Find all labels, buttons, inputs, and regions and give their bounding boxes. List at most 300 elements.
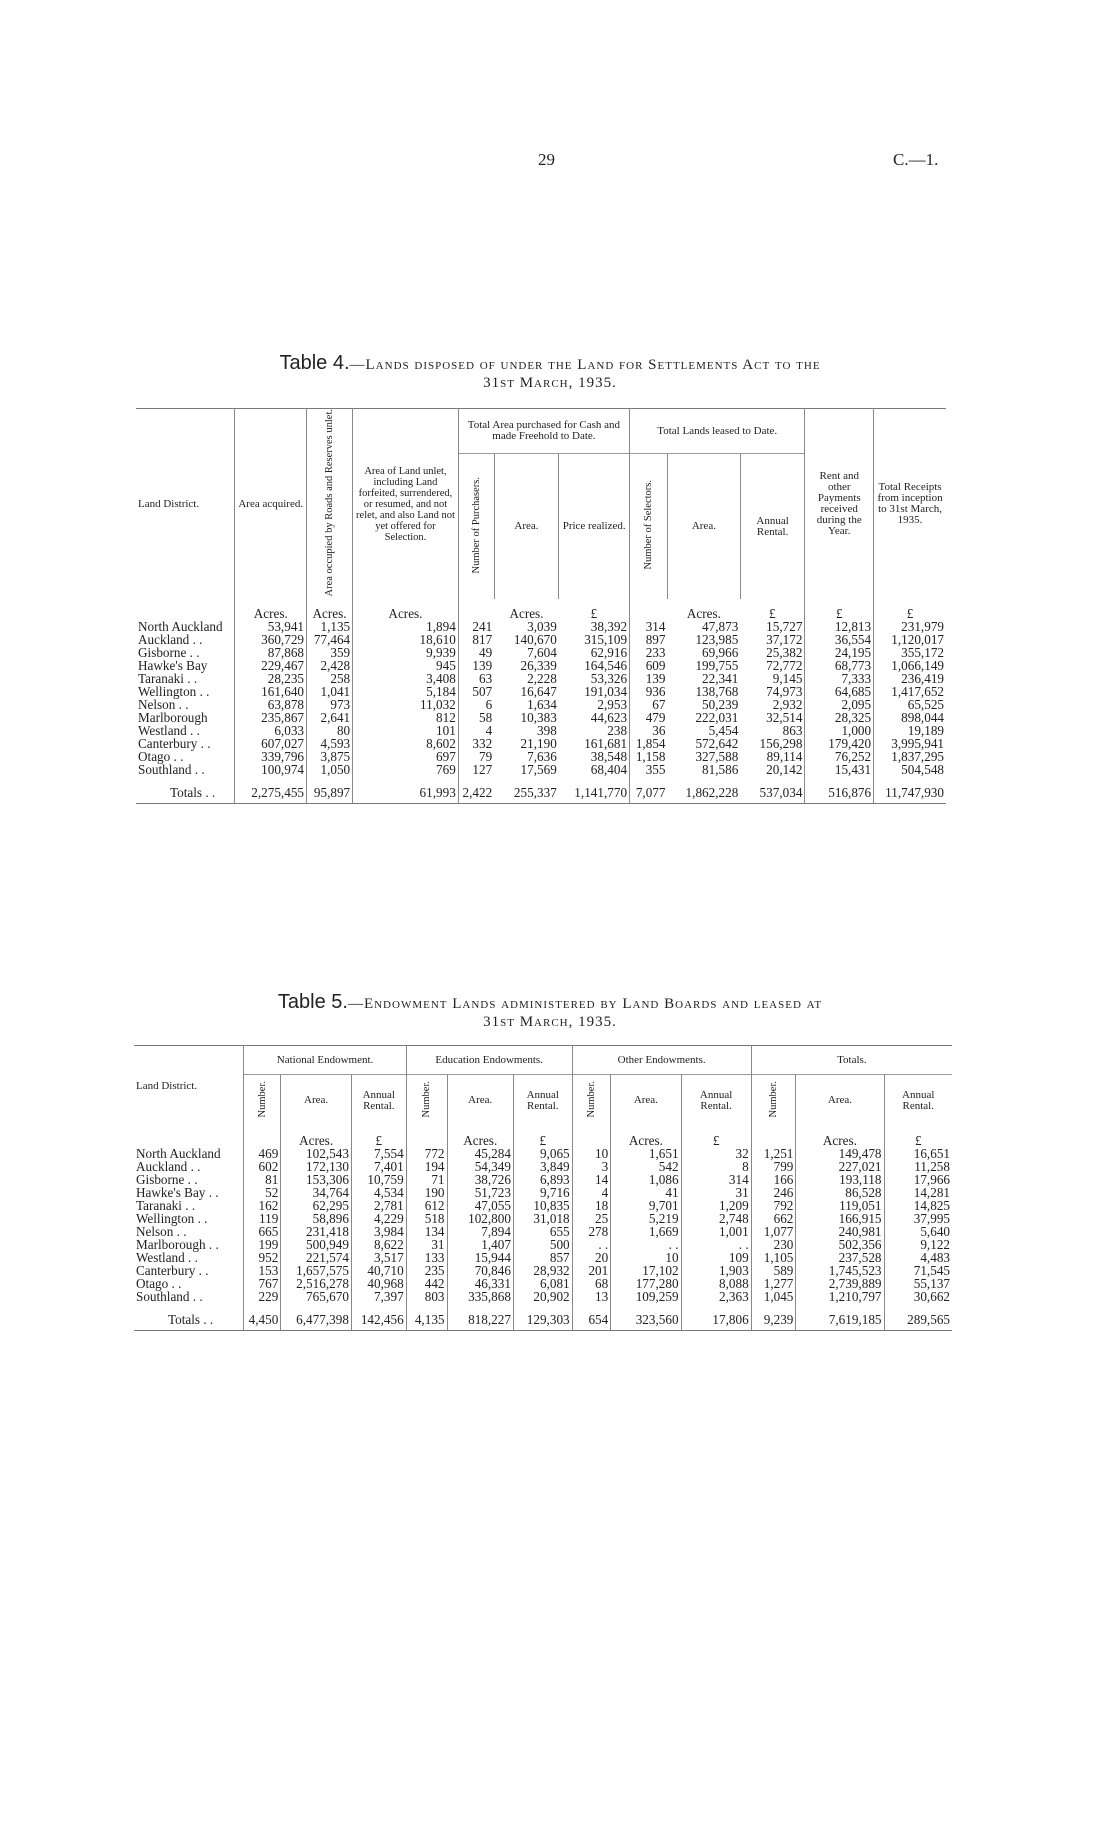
table-cell: 119 [244, 1212, 281, 1225]
table-cell: 231,418 [281, 1225, 352, 1238]
table-cell: . . [681, 1238, 751, 1251]
table-cell: 360,729 [235, 633, 307, 646]
t5-header-education: Education Endowments. [406, 1046, 572, 1075]
table-cell: 229,467 [235, 659, 307, 672]
table-cell: 22,341 [702, 671, 739, 687]
table-cell: 1,277 [751, 1277, 796, 1290]
t4-header-rent-received: Rent and other Payments received during the Year. [805, 409, 874, 600]
table-cell: 1,050 [307, 763, 353, 776]
table-cell: 3,984 [351, 1225, 406, 1238]
table-cell: 2,748 [681, 1212, 751, 1225]
table-cell: 235,867 [235, 711, 307, 724]
table-cell: 4,593 [307, 737, 353, 750]
table-cell: 58 [458, 711, 494, 724]
table-cell: 5,640 [884, 1225, 952, 1238]
table4-caption [190, 354, 910, 392]
table-cell: 5,219 [611, 1212, 681, 1225]
table-cell: 25,382 [766, 645, 803, 661]
table-cell: 25 [572, 1212, 611, 1225]
table-cell: 469 [244, 1147, 281, 1160]
document-reference: C.—1. [893, 150, 939, 169]
table-cell: 6 [458, 698, 494, 711]
table-cell: 697 [353, 750, 459, 763]
table-cell: 86,528 [796, 1186, 884, 1199]
unit-cell [134, 1126, 244, 1147]
totals-cell: 818,227 [447, 1303, 513, 1331]
t4-header-area: Area. [494, 454, 559, 600]
table-cell: 1,669 [611, 1225, 681, 1238]
unit-cell: Acres. [353, 599, 459, 620]
table-cell: 7,401 [351, 1160, 406, 1173]
table-cell: 7,554 [351, 1147, 406, 1160]
table-cell: 3,039 [527, 619, 557, 635]
table-cell: 2,641 [307, 711, 353, 724]
table-cell: 8,622 [351, 1238, 406, 1251]
table-cell: 102,800 [447, 1212, 513, 1225]
t4-header-area-roads: Area occupied by Roads and Reserves unlet. [307, 409, 353, 600]
table-cell: 53,326 [590, 671, 628, 687]
table-cell: 2,932 [772, 697, 803, 713]
table-cell: . . [572, 1238, 611, 1251]
table-cell: 327,588 [695, 749, 739, 765]
table-cell: 149,478 [796, 1147, 884, 1160]
table-cell: 230 [751, 1238, 796, 1251]
table-cell: 479 [630, 711, 668, 724]
unit-cell: Acres. [509, 606, 544, 622]
totals-cell: 289,565 [884, 1303, 952, 1331]
table-cell: 190 [406, 1186, 447, 1199]
table-cell: 161,681 [584, 736, 628, 752]
table-cell: 7,636 [527, 749, 557, 765]
table-cell: 9,701 [611, 1199, 681, 1212]
table-cell: 14,825 [884, 1199, 952, 1212]
table-cell: 109,259 [611, 1290, 681, 1303]
table-cell: 355,172 [874, 646, 946, 659]
table-cell: 63 [458, 672, 494, 685]
table-cell: 70,846 [447, 1264, 513, 1277]
totals-cell: 2,422 [458, 776, 494, 804]
t5-header-rental-national: Annual Rental. [351, 1075, 406, 1127]
table-cell: 236,419 [874, 672, 946, 685]
table-cell: 102,543 [281, 1147, 352, 1160]
table-cell: 138,768 [695, 684, 739, 700]
table-cell: 139 [630, 672, 668, 685]
unit-cell: Acres. [796, 1126, 884, 1147]
table-cell: 1,077 [751, 1225, 796, 1238]
t4-header-purchased-group: Total Area purchased for Cash and made Freehold to Date. [458, 409, 629, 454]
unit-cell: £ [884, 1126, 952, 1147]
totals-cell: 4,450 [244, 1303, 281, 1331]
unit-cell [406, 1126, 447, 1147]
table-cell: 31,018 [513, 1212, 572, 1225]
district-name: Hawke's Bay [138, 658, 208, 674]
table-cell: 7,604 [527, 645, 557, 661]
table-cell: 31 [681, 1186, 751, 1199]
table-cell: 1,651 [611, 1147, 681, 1160]
table-cell: 79 [458, 750, 494, 763]
table-cell: 156,298 [759, 736, 803, 752]
table-cell: 2,228 [527, 671, 557, 687]
totals-cell: 537,034 [740, 776, 805, 804]
t4-body [136, 599, 946, 804]
table5-number: Table 5. [277, 991, 348, 1013]
table-cell: 1,086 [611, 1173, 681, 1186]
table-cell: 2,953 [597, 697, 628, 713]
district-name: Auckland . . [136, 1159, 201, 1174]
table-cell: 153,306 [281, 1173, 352, 1186]
unit-cell [136, 599, 235, 620]
table-cell: 36 [630, 724, 668, 737]
district-name: Marlborough [138, 710, 208, 726]
table-cell: 38,726 [447, 1173, 513, 1186]
unit-cell: Acres. [611, 1126, 681, 1147]
table-cell: 127 [458, 763, 494, 776]
table-cell: 799 [751, 1160, 796, 1173]
table-cell: 72,772 [766, 658, 803, 674]
totals-cell: 7,077 [630, 776, 668, 804]
totals-cell: 1,141,770 [559, 776, 630, 804]
table-cell: 3 [572, 1160, 611, 1173]
table-cell: 20 [572, 1251, 611, 1264]
table-cell: 1,407 [447, 1238, 513, 1251]
totals-cell: 11,747,930 [874, 776, 946, 804]
district-name: Otago . . [138, 749, 184, 765]
table-cell: 6,893 [513, 1173, 572, 1186]
table-cell: 81 [244, 1173, 281, 1186]
table-cell: 258 [307, 672, 353, 685]
totals-cell: 17,806 [681, 1303, 751, 1331]
table-cell: 109 [681, 1251, 751, 1264]
district-name: Gisborne . . [138, 645, 200, 661]
district-name: Gisborne . . [136, 1172, 198, 1187]
table-cell: 1,158 [630, 750, 668, 763]
unit-cell: £ [874, 599, 946, 620]
table-cell: 77,464 [307, 633, 353, 646]
table-cell: 9,122 [884, 1238, 952, 1251]
t4-header-leased-group: Total Lands leased to Date. [630, 409, 805, 454]
units-row [136, 599, 946, 620]
table-cell: 817 [458, 633, 494, 646]
totals-label: Totals . . [134, 1303, 244, 1331]
table-cell: 119,051 [796, 1199, 884, 1212]
table-cell: 4,483 [884, 1251, 952, 1264]
table-cell: 1,045 [751, 1290, 796, 1303]
table5-title-date: 31st March, 1935. [483, 1014, 617, 1030]
table-cell: 69,966 [702, 645, 739, 661]
table-cell: 1,854 [630, 737, 668, 750]
table-cell: 655 [513, 1225, 572, 1238]
table-cell: 19,189 [874, 724, 946, 737]
table-cell: 221,574 [281, 1251, 352, 1264]
table-cell: 4,534 [351, 1186, 406, 1199]
table-cell: 314 [630, 620, 668, 633]
table-cell: 53,941 [235, 620, 307, 633]
unit-cell [458, 599, 494, 620]
table-cell: 314 [681, 1173, 751, 1186]
table-cell: 38,392 [590, 619, 628, 635]
district-name: Hawke's Bay . . [136, 1185, 219, 1200]
table-cell: 15,431 [805, 763, 874, 776]
totals-cell: 323,560 [611, 1303, 681, 1331]
table-cell: 140,670 [513, 632, 557, 648]
table-cell: 9,065 [513, 1147, 572, 1160]
table-cell: 162 [244, 1199, 281, 1212]
table5 [134, 1045, 952, 1331]
table-cell: 4 [458, 724, 494, 737]
district-name: North Auckland [138, 619, 223, 635]
district-name: Southland . . [138, 762, 205, 778]
district-name: Marlborough . . [136, 1237, 219, 1252]
table-cell: 2,739,889 [796, 1277, 884, 1290]
table-cell: 58,896 [281, 1212, 352, 1225]
table-cell: 71,545 [884, 1264, 952, 1277]
table-cell: 17,966 [884, 1173, 952, 1186]
table-cell: 15,944 [447, 1251, 513, 1264]
table-cell: 1,837,295 [874, 750, 946, 763]
table-cell: 199,755 [695, 658, 739, 674]
table-cell: 11,032 [353, 698, 459, 711]
table-row [134, 1290, 952, 1303]
table-cell: 10,759 [351, 1173, 406, 1186]
totals-cell: 6,477,398 [281, 1303, 352, 1331]
unit-cell: Acres. [235, 599, 307, 620]
unit-cell: £ [769, 606, 776, 622]
table-cell: 5,454 [708, 723, 739, 739]
table-cell: 507 [458, 685, 494, 698]
table-cell: 1,657,575 [281, 1264, 352, 1277]
unit-cell [244, 1126, 281, 1147]
table-cell: 16,651 [884, 1147, 952, 1160]
table-cell: 40,710 [351, 1264, 406, 1277]
table-cell: 28,235 [235, 672, 307, 685]
table-cell: 3,517 [351, 1251, 406, 1264]
table-cell: 2,516,278 [281, 1277, 352, 1290]
page-number: 29 [538, 150, 555, 169]
table-cell: 139 [458, 659, 494, 672]
table-cell: 161,640 [235, 685, 307, 698]
table-cell: 572,642 [695, 736, 739, 752]
table-cell: 13 [572, 1290, 611, 1303]
table-cell: 45,284 [447, 1147, 513, 1160]
table-cell: 17,569 [520, 762, 557, 778]
table-cell: 518 [406, 1212, 447, 1225]
table-cell: 32,514 [766, 710, 803, 726]
table-cell: 542 [611, 1160, 681, 1173]
table-cell: 17,102 [611, 1264, 681, 1277]
table-cell: 863 [782, 723, 803, 739]
t5-header-area-totals: Area. [796, 1075, 884, 1127]
totals-cell: 7,619,185 [796, 1303, 884, 1331]
district-name: Taranaki . . [136, 1198, 196, 1213]
table-cell: 665 [244, 1225, 281, 1238]
t5-header-land-district: Land District. [136, 1079, 198, 1092]
district-name: Westland . . [138, 723, 200, 739]
table-cell: 51,723 [447, 1186, 513, 1199]
t5-header-area-other: Area. [611, 1075, 681, 1127]
table-cell: 7,333 [805, 672, 874, 685]
unit-cell: £ [590, 606, 598, 622]
totals-row [136, 776, 946, 804]
table-cell: 609 [630, 659, 668, 672]
district-name: Canterbury . . [136, 1263, 209, 1278]
table-cell: 589 [751, 1264, 796, 1277]
t4-header-total-receipts: Total Receipts from inception to 31st March, 1935. [874, 409, 946, 600]
table-cell: 62,916 [590, 645, 628, 661]
table-cell: 49 [458, 646, 494, 659]
table-cell: 32 [681, 1147, 751, 1160]
table-cell: 47,055 [447, 1199, 513, 1212]
table-cell: 332 [458, 737, 494, 750]
table-cell: 46,331 [447, 1277, 513, 1290]
table-cell: 7,894 [447, 1225, 513, 1238]
table-cell: 1,745,523 [796, 1264, 884, 1277]
table-cell: 4 [572, 1186, 611, 1199]
table-cell: 34,764 [281, 1186, 352, 1199]
table-cell: 335,868 [447, 1290, 513, 1303]
table-cell: 504,548 [874, 763, 946, 776]
table-cell: 1,000 [805, 724, 874, 737]
table-cell: 68,773 [805, 659, 874, 672]
table-cell: 2,781 [351, 1199, 406, 1212]
t5-header-rental-other: Annual Rental. [681, 1075, 751, 1127]
district-name: Southland . . [136, 1289, 203, 1304]
table5-title: —Endowment Lands administered by Land Boards and leased at [347, 996, 823, 1012]
table-cell: 767 [244, 1277, 281, 1290]
district-name: North Auckland [136, 1146, 221, 1161]
t5-header-other: Other Endowments. [572, 1046, 751, 1075]
table-cell: 1,135 [307, 620, 353, 633]
table-cell: 3,849 [513, 1160, 572, 1173]
table-cell: 952 [244, 1251, 281, 1264]
table4-title: —Lands disposed of under the Land for Settlements Act to the [349, 357, 821, 373]
table-cell: 237,528 [796, 1251, 884, 1264]
table-cell: 8,602 [353, 737, 459, 750]
t4-header-area-leased: Area. [667, 454, 740, 600]
table-cell: 355 [630, 763, 668, 776]
table4-title-date: 31st March, 1935. [483, 375, 617, 391]
table-cell: 602 [244, 1160, 281, 1173]
table-cell: 41 [611, 1186, 681, 1199]
table-cell: 3,995,941 [874, 737, 946, 750]
district-name: Nelson . . [136, 1224, 187, 1239]
table-row [134, 1238, 952, 1251]
t4-header-land-district: Land District. [138, 497, 200, 510]
totals-cell: 255,337 [494, 776, 559, 804]
table-cell: 233 [630, 646, 668, 659]
table-cell: 4,229 [351, 1212, 406, 1225]
table-cell: 9,939 [353, 646, 459, 659]
table-cell: 240,981 [796, 1225, 884, 1238]
table-cell: 63,878 [235, 698, 307, 711]
table-cell: 31 [406, 1238, 447, 1251]
district-name: Otago . . [136, 1276, 182, 1291]
table-cell: 123,985 [695, 632, 739, 648]
unit-cell [751, 1126, 796, 1147]
table-cell: 9,716 [513, 1186, 572, 1199]
table-cell: 81,586 [702, 762, 739, 778]
table-cell: 18 [572, 1199, 611, 1212]
totals-cell: 516,876 [805, 776, 874, 804]
table-cell: 792 [751, 1199, 796, 1212]
table-cell: 14,281 [884, 1186, 952, 1199]
table-cell: 24,195 [805, 646, 874, 659]
table-row [134, 1225, 952, 1238]
table-cell: 2,363 [681, 1290, 751, 1303]
t5-header-national: National Endowment. [244, 1046, 406, 1075]
table-cell: 36,554 [805, 633, 874, 646]
table-cell: 502,356 [796, 1238, 884, 1251]
table-cell: 20,142 [766, 762, 803, 778]
table-cell: 199 [244, 1238, 281, 1251]
table-cell: 945 [353, 659, 459, 672]
unit-cell: Acres. [447, 1126, 513, 1147]
table5-caption [190, 993, 910, 1031]
table-cell: 9,145 [772, 671, 803, 687]
t5-header-area-national: Area. [281, 1075, 352, 1127]
totals-row [134, 1303, 952, 1331]
t4-header-num-selectors: Number of Selectors. [630, 454, 668, 600]
table4 [136, 408, 946, 804]
table-cell: 67 [630, 698, 668, 711]
table-cell: 76,252 [805, 750, 874, 763]
totals-label: Totals . . [136, 776, 235, 804]
table-cell: 6,033 [235, 724, 307, 737]
table-cell: 26,339 [520, 658, 557, 674]
t5-header-number-education: Number. [406, 1075, 447, 1127]
table-cell: 65,525 [874, 698, 946, 711]
t4-header-price: Price realized. [559, 454, 630, 600]
table-cell: 857 [513, 1251, 572, 1264]
table-cell: 20,902 [513, 1290, 572, 1303]
t5-header-number-totals: Number. [751, 1075, 796, 1127]
table-cell: 193,118 [796, 1173, 884, 1186]
totals-cell: 2,275,455 [235, 776, 307, 804]
table-cell: 87,868 [235, 646, 307, 659]
table-cell: 8 [681, 1160, 751, 1173]
table-cell: 68 [572, 1277, 611, 1290]
totals-cell: 129,303 [513, 1303, 572, 1331]
table-cell: 55,137 [884, 1277, 952, 1290]
table-cell: 500 [513, 1238, 572, 1251]
table-cell: 10,383 [520, 710, 557, 726]
table-cell: 166 [751, 1173, 796, 1186]
table-row [136, 763, 946, 776]
table-cell: 194 [406, 1160, 447, 1173]
table-cell: 1,209 [681, 1199, 751, 1212]
table-cell: 21,190 [520, 736, 557, 752]
table-cell: 1,417,652 [874, 685, 946, 698]
table-cell: 442 [406, 1277, 447, 1290]
table-cell: 15,727 [766, 619, 803, 635]
t4-header-annual-rental: Annual Rental. [740, 454, 805, 600]
table-cell: 177,280 [611, 1277, 681, 1290]
unit-cell [572, 1126, 611, 1147]
table-cell: 28,325 [805, 711, 874, 724]
totals-cell: 1,862,228 [667, 776, 740, 804]
table-cell: 28,932 [513, 1264, 572, 1277]
table-cell: 500,949 [281, 1238, 352, 1251]
table-cell: 133 [406, 1251, 447, 1264]
table-cell: 101 [353, 724, 459, 737]
table-cell: 47,873 [702, 619, 739, 635]
table-cell: 1,001 [681, 1225, 751, 1238]
table-cell: 14 [572, 1173, 611, 1186]
unit-cell [630, 599, 668, 620]
table-cell: 246 [751, 1186, 796, 1199]
table-cell: 2,095 [805, 698, 874, 711]
table-cell: 134 [406, 1225, 447, 1238]
table-cell: 68,404 [590, 762, 628, 778]
